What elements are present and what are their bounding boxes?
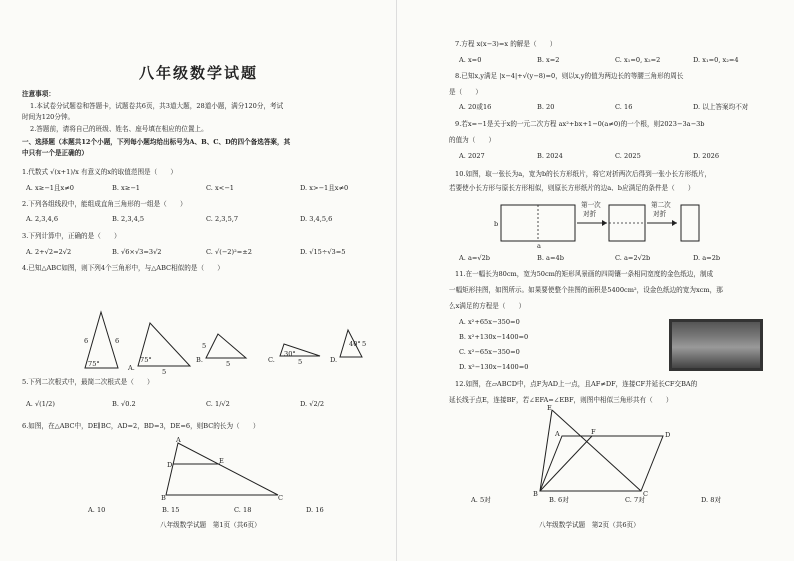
q4-d-side: 5 — [362, 340, 367, 348]
q3-option-b: B. √6×√3=3√2 — [112, 248, 162, 256]
q8-option-d: D. 以上答案均不对 — [693, 103, 749, 111]
question-3: 3.下列计算中，正确的是（ ） — [22, 232, 121, 240]
q10-first-fold-1: 第一次 — [581, 201, 601, 209]
question-5: 5.下列二次根式中，最简二次根式是（ ） — [22, 378, 154, 386]
q6-option-b: B. 15 — [162, 506, 180, 514]
q4-label-ab: 6 — [84, 337, 89, 345]
q12-parallelogram-figure — [397, 0, 794, 561]
q6-option-a: A. 10 — [88, 506, 106, 514]
q4-letter-a: A. — [128, 364, 135, 372]
question-12a: 12.如图，在▱ABCD中，点F为AD上一点，且AF≠DF，连接CF并延长CF交BA的 — [455, 380, 698, 388]
q6-point-e: E — [219, 457, 224, 465]
q6-option-c: C. 18 — [234, 506, 252, 514]
q10-option-d: D. a=2b — [693, 254, 721, 262]
q12-point-d: D — [665, 431, 671, 439]
q1-option-b: B. x≥−1 — [112, 184, 141, 192]
q4-c-side: 5 — [298, 358, 303, 366]
exam-title: 八年级数学试题 — [138, 64, 258, 82]
q3-option-a: A. 2+√2=2√2 — [26, 248, 72, 256]
question-9b: 的值为（ ） — [449, 136, 496, 144]
question-11b: 一幅矩形挂图，如图所示。如果要使整个挂图的面积是5400cm²，设金色纸边的宽为xcm，那 — [449, 286, 723, 294]
q11-option-a: A. x²+65x−350=0 — [459, 318, 520, 326]
q5-option-a: A. √(1/2) — [26, 400, 55, 408]
q9-option-b: B. 2024 — [537, 152, 563, 160]
q4-label-angle-b: 75° — [88, 360, 100, 368]
q5-option-b: B. √0.2 — [112, 400, 136, 408]
q1-option-d: D. x>−1且x≠0 — [300, 184, 349, 192]
q2-option-a: A. 2,3,4,6 — [26, 215, 59, 223]
q7-option-a: A. x=0 — [459, 56, 482, 64]
q12-option-a: A. 5对 — [471, 496, 491, 504]
q10-option-c: C. a=2√2b — [615, 254, 651, 262]
q4-b-side-left: 5 — [202, 342, 207, 350]
q4-d-angle: 40° — [349, 340, 361, 348]
q6-point-d: D — [167, 461, 173, 469]
q8-option-a: A. 20或16 — [459, 103, 492, 111]
question-11a: 11.在一幅长为80cm，宽为50cm的矩形风景画的四周镶一条相同宽度的金色纸边，制成 — [455, 270, 714, 278]
q4-letter-c: C. — [268, 356, 275, 364]
q4-c-angle: 30° — [284, 350, 296, 358]
q12-point-a: A — [555, 430, 560, 438]
q5-option-c: C. 1/√2 — [206, 400, 230, 408]
question-8a: 8.已知x,y满足 |x−4|+√(y−8)=0，则以x,y的值为两边长的等腰三角形的周长 — [455, 72, 684, 80]
q4-letter-d: D. — [330, 356, 338, 364]
section-1-heading-a: 一、选择题（本题共12个小题，下列每小题均给出标号为A、B、C、D的四个备选答案，其 — [22, 138, 291, 146]
q6-point-a: A — [176, 436, 181, 444]
q12-point-e: E — [547, 404, 552, 412]
q2-option-b: B. 2,3,4,5 — [112, 215, 145, 223]
q10-first-fold-2: 对折 — [583, 210, 597, 218]
question-10a: 10.如图，取一张长为a，宽为b的长方形纸片，将它对折两次后得到一张小长方形纸片， — [455, 170, 712, 178]
page-2 — [397, 0, 794, 561]
question-10b: 若要使小长方形与原长方形相似，则原长方形纸片的边a、b应满足的条件是（ ） — [449, 184, 695, 192]
q11-option-c: C. x²−65x−350=0 — [459, 348, 520, 356]
q6-point-b: B — [161, 494, 166, 502]
q10-side-a: a — [537, 242, 541, 250]
note-1b: 时间为120分钟。 — [22, 113, 75, 121]
q7-option-c: C. x₁=0, x₂=2 — [615, 56, 661, 64]
q10-second-fold-1: 第二次 — [651, 201, 671, 209]
q10-option-a: A. a=√2b — [459, 254, 491, 262]
q12-point-b: B — [533, 490, 538, 498]
q6-point-c: C — [278, 494, 284, 502]
question-7: 7.方程 x(x−3)=x 的解是（ ） — [455, 40, 557, 48]
q4-b-side: 5 — [226, 360, 231, 368]
q10-option-b: B. a=4b — [537, 254, 564, 262]
q11-option-d: D. x²−130x−1400=0 — [459, 363, 529, 371]
page-1-footer: 八年级数学试题 第1页（共6页） — [160, 521, 261, 529]
question-9a: 9.若x=−1是关于x的一元二次方程 ax²+bx+1−0(a≠0)的一个根，则2023−3a−3b — [455, 120, 705, 128]
q12-option-c: C. 7对 — [625, 496, 645, 504]
q4-a-side: 5 — [162, 368, 167, 376]
q6-option-d: D. 16 — [306, 506, 324, 514]
q9-option-a: A. 2027 — [459, 152, 485, 160]
q12-option-b: B. 6对 — [549, 496, 569, 504]
note-1a: 1.本试卷分试题卷和答题卡，试题卷共6页，共3道大题，28道小题，满分120分，考试 — [30, 102, 284, 110]
q7-option-b: B. x=2 — [537, 56, 560, 64]
q5-option-d: D. √2/2 — [300, 400, 325, 408]
q1-option-c: C. x<−1 — [206, 184, 234, 192]
question-8b: 是（ ） — [449, 88, 482, 96]
q8-option-c: C. 16 — [615, 103, 633, 111]
q4-letter-b: B. — [196, 356, 203, 364]
q8-option-b: B. 20 — [537, 103, 555, 111]
q2-option-d: D. 3,4,5,6 — [300, 215, 333, 223]
question-4: 4.已知△ABC如图，则下列4个三角形中，与△ABC相似的是（ ） — [22, 264, 224, 272]
section-1-heading-b: 中只有一个是正确的） — [22, 149, 88, 157]
q3-option-d: D. √15÷√3=5 — [300, 248, 346, 256]
q10-side-b: b — [494, 220, 499, 228]
q9-option-d: D. 2026 — [693, 152, 720, 160]
q7-option-d: D. x₁=0, x₂=4 — [693, 56, 739, 64]
question-1: 1.代数式 √(x+1)/x 有意义的x的取值范围是（ ） — [22, 168, 178, 176]
q12-point-c: C — [643, 490, 649, 498]
note-2: 2.答题前，请将自己的班级、姓名、座号填在相应的位置上。 — [30, 125, 208, 133]
question-6: 6.如图，在△ABC中，DE∥BC，AD=2，BD=3，DE=6，则BC的长为（ ） — [22, 422, 260, 430]
q12-point-f: F — [591, 428, 596, 436]
q2-option-c: C. 2,3,5,7 — [206, 215, 239, 223]
q1-option-a: A. x≥−1且x≠0 — [26, 184, 74, 192]
q12-option-d: D. 8对 — [701, 496, 722, 504]
q4-label-ac: 6 — [115, 337, 120, 345]
q11-option-b: B. x²+130x−1400=0 — [459, 333, 529, 341]
question-12b: 延长线于点E，连接BF，若∠EFA=∠EBF，则图中相似三角形共有（ ） — [449, 396, 673, 404]
q9-option-c: C. 2025 — [615, 152, 641, 160]
page-2-footer: 八年级数学试题 第2页（共6页） — [539, 521, 640, 529]
question-2: 2.下列各组线段中，能组成直角三角形的一组是（ ） — [22, 200, 187, 208]
notes-heading: 注意事项： — [22, 90, 55, 98]
q3-option-c: C. √(−2)²=±2 — [206, 248, 252, 256]
question-11c: 么x满足的方程是（ ） — [449, 302, 526, 310]
q4-a-angle: 75° — [140, 356, 152, 364]
q10-second-fold-2: 对折 — [653, 210, 667, 218]
